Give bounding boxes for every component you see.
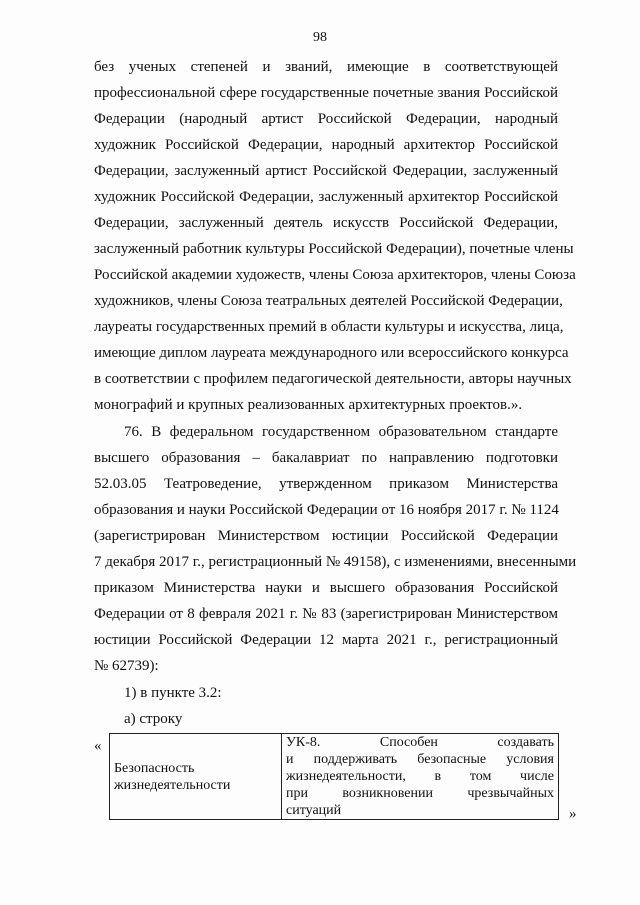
cell-line: УК-8. Способен создавать bbox=[286, 735, 554, 750]
text-line: без ученых степеней и званий, имеющие в соответствующей bbox=[94, 59, 558, 75]
text-line: Федерации, заслуженный деятель искусств Российской Федерации, bbox=[94, 215, 558, 231]
text-line: 52.03.05 Театроведение, утвержденном приказом Министерства bbox=[94, 476, 558, 492]
text-line: 7 декабря 2017 г., регистрационный № 49158), с изменениями, внесенными bbox=[94, 554, 577, 570]
text-line: образования и науки Российской Федерации от 16 ноября 2017 г. № 1124 bbox=[94, 502, 559, 518]
text-line: монографий и крупных реализованных архитектурных проектов.». bbox=[94, 397, 523, 413]
text-line: лауреаты государственных премий в области культуры и искусства, лица, bbox=[94, 319, 564, 335]
text-line: высшего образования – бакалавриат по направлению подготовки bbox=[94, 450, 558, 466]
table-cell-competency bbox=[282, 734, 559, 820]
text-line: 76. В федеральном государственном образовательном стандарте bbox=[124, 424, 558, 440]
text-line: имеющие диплом лауреата международного или всероссийского конкурса bbox=[94, 345, 569, 361]
text-line: художников, члены Союза театральных деятелей Российской Федерации, bbox=[94, 293, 563, 309]
cell-line: и поддерживать безопасные условия bbox=[286, 752, 554, 767]
text-line: заслуженный работник культуры Российской Федерации), почетные члены bbox=[94, 241, 574, 257]
text-line: в соответствии с профилем педагогической деятельности, авторы научных bbox=[94, 371, 572, 387]
cell-line: при возникновении чрезвычайных bbox=[286, 786, 554, 801]
quote-open: « bbox=[94, 738, 102, 754]
page-number: 98 bbox=[313, 30, 327, 45]
cell-line: ситуаций bbox=[286, 803, 342, 818]
table-row bbox=[110, 734, 559, 820]
text-line: профессиональной сфере государственные почетные звания Российской bbox=[94, 85, 558, 101]
item-1: 1) в пункте 3.2: bbox=[124, 685, 222, 701]
text-line: юстиции Российской Федерации 12 марта 2021 г., регистрационный bbox=[94, 632, 558, 648]
text-line: Федерации (народный артист Российской Федерации, народный bbox=[94, 111, 558, 127]
cell-line: жизнедеятельности bbox=[114, 777, 231, 793]
table-cell-category bbox=[110, 734, 282, 820]
quote-close: » bbox=[569, 806, 577, 822]
text-line: художник Российской Федерации, народный архитектор Российской bbox=[94, 137, 558, 153]
text-line: приказом Министерства науки и высшего образования Российской bbox=[94, 580, 558, 596]
item-a: а) строку bbox=[124, 711, 183, 727]
text-line: Федерации от 8 февраля 2021 г. № 83 (зарегистрирован Министерством bbox=[94, 606, 558, 622]
text-line: № 62739): bbox=[94, 658, 159, 674]
text-line: Федерации, заслуженный артист Российской Федерации, заслуженный bbox=[94, 163, 558, 179]
cell-line: Безопасность bbox=[114, 760, 195, 776]
competency-table bbox=[109, 733, 559, 820]
text-line: Российской академии художеств, члены Союза архитекторов, члены Союза bbox=[94, 267, 576, 283]
text-line: (зарегистрирован Министерством юстиции Российской Федерации bbox=[94, 528, 558, 544]
cell-line: жизнедеятельности, в том числе bbox=[286, 769, 554, 784]
text-line: художник Российской Федерации, заслуженный архитектор Российской bbox=[94, 189, 558, 205]
